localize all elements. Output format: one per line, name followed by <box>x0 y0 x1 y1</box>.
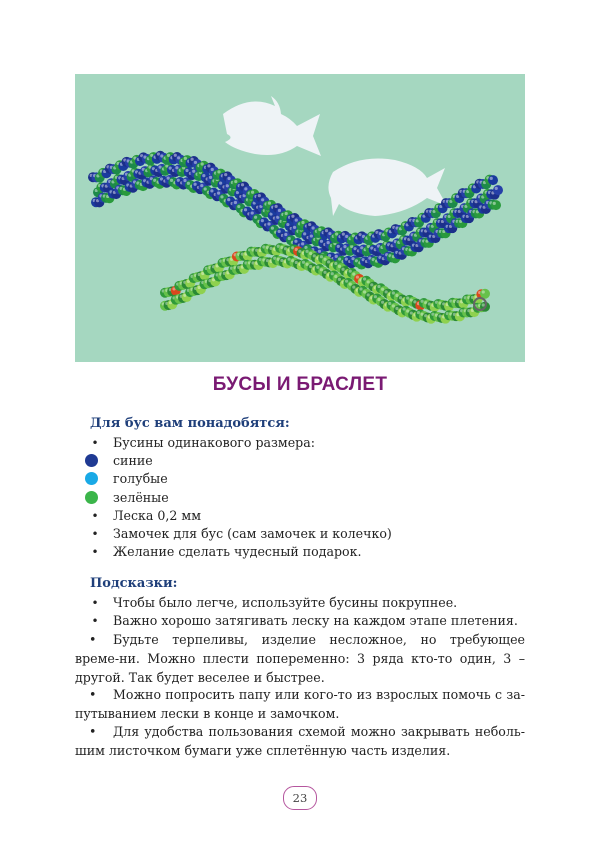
bead-photo <box>75 74 525 362</box>
materials-item-label: синие <box>113 453 153 469</box>
tip-item: • Можно попросить папу или кого-то из взрослых помочь с за-путыванием лески в конце и замочком. <box>75 687 525 721</box>
page-number: 23 <box>283 786 317 810</box>
materials-item-label: Желание сделать чудесный подарок. <box>113 544 362 560</box>
tip-item: • Для удобства пользования схемой можно закрывать неболь-шим листочком бумаги уже сплетённую часть изделия. <box>75 724 525 758</box>
color-dot-icon <box>85 454 98 467</box>
bullet-icon: • <box>91 436 99 450</box>
color-dot-icon <box>85 472 98 485</box>
color-dot-icon <box>85 491 98 504</box>
materials-item-label: Замочек для бус (сам замочек и колечко) <box>113 526 392 541</box>
bead-illustration <box>75 74 525 362</box>
page-title: БУСЫ И БРАСЛЕТ <box>212 374 388 395</box>
bullet-icon: • <box>91 508 99 523</box>
materials-item-label: Леска 0,2 мм <box>113 507 202 523</box>
materials-item-label: зелёные <box>113 489 169 505</box>
tips-heading: Подсказки: <box>90 576 178 591</box>
bullet-icon: • <box>91 545 99 560</box>
materials-item-label: Бусины одинакового размера: <box>113 435 315 450</box>
bullet-icon: • <box>91 527 99 541</box>
tip-item: • Будьте терпеливы, изделие несложное, но требующее време-ни. Можно плести попеременно: 3 ряда кто-то один, 3 – другой. Так будет веселее и быстрее. <box>75 632 525 685</box>
materials-item-label: голубые <box>113 471 168 487</box>
materials-heading: Для бус вам понадобятся: <box>90 416 290 431</box>
